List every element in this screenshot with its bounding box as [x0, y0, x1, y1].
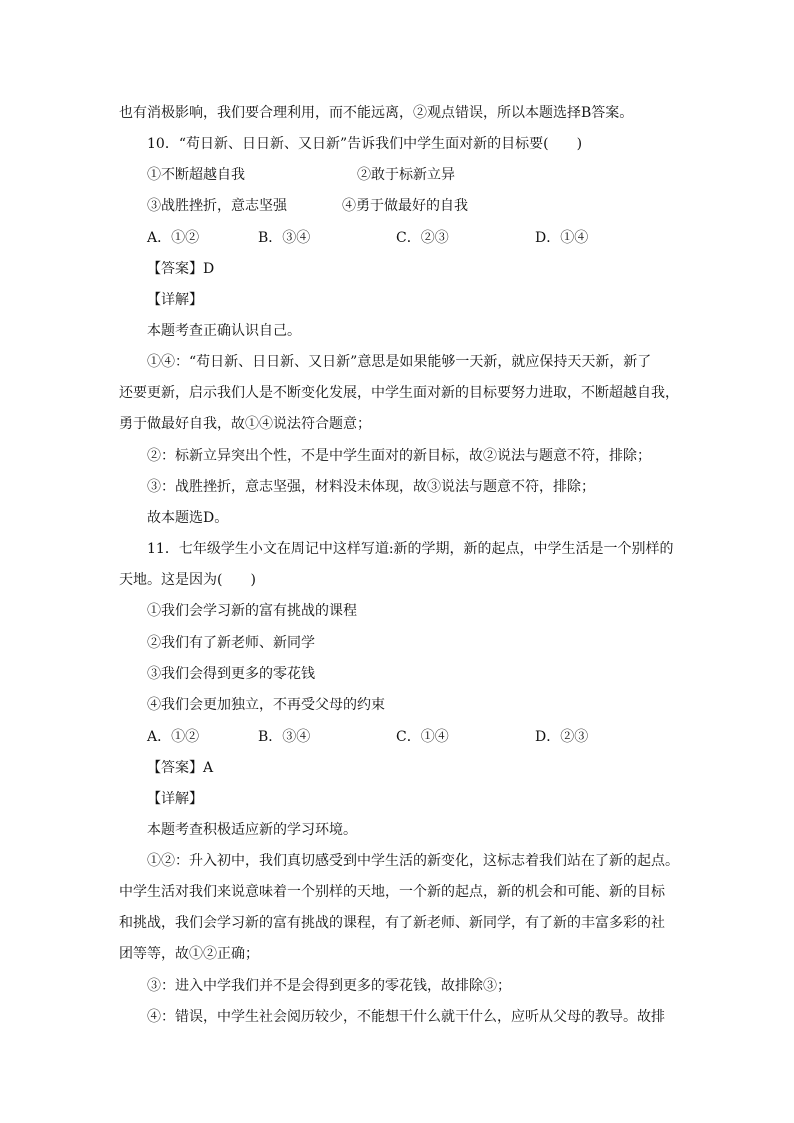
q11-item-2: ②我们有了新老师、新同学: [147, 635, 315, 651]
q11-explain-7: ④：错误，中学生社会阅历较少，不能想干什么就干什么，应听从父母的教导。故排: [147, 1009, 665, 1025]
q11-explain-1: 本题考查积极适应新的学习环境。: [147, 822, 357, 838]
q11-choice-c: C．①④: [396, 729, 449, 745]
q11-item-1: ①我们会学习新的富有挑战的课程: [147, 603, 357, 619]
q10-explain-2: ①④：“苟日新、日日新、又日新”意思是如果能够一天新，就应保持天天新，新了: [147, 354, 652, 370]
q11-explain-4: 和挑战，我们会学习新的富有挑战的课程，有了新老师、新同学，有了新的丰富多彩的社: [119, 915, 665, 931]
q10-explain-5: ②：标新立异突出个性，不是中学生面对的新目标，故②说法与题意不符，排除；: [147, 448, 651, 464]
q11-answer: 【答案】A: [147, 760, 214, 776]
q11-item-3: ③我们会得到更多的零花钱: [147, 666, 315, 682]
q10-item-1: ①不断超越自我: [147, 167, 245, 183]
q10-choice-c: C．②③: [396, 230, 449, 246]
q11-choice-d: D．②③: [535, 729, 589, 745]
q10-choice-d: D．①④: [535, 230, 589, 246]
q11-explain-6: ③：进入中学我们并不是会得到更多的零花钱，故排除③；: [147, 978, 511, 994]
q11-choice-b: B．③④: [258, 729, 311, 745]
q10-stem: 10．“苟日新、日日新、又日新”告诉我们中学生面对新的目标要( ): [147, 136, 583, 152]
q11-stem-1: 11．七年级学生小文在周记中这样写道:新的学期，新的起点，中学生活是一个别样的: [147, 541, 674, 557]
q10-choice-a: A．①②: [147, 230, 200, 246]
q10-answer: 【答案】D: [147, 261, 215, 277]
q10-item-2: ②敢于标新立异: [357, 167, 455, 183]
q10-explain-4: 勇于做最好自我，故①④说法符合题意；: [119, 416, 371, 432]
q10-explain-7: 故本题选D。: [147, 510, 229, 526]
intro-line: 也有消极影响，我们要合理利用，而不能远离，②观点错误，所以本题选择B答案。: [119, 105, 634, 121]
q10-explain-6: ③：战胜挫折，意志坚强，材料没未体现，故③说法与题意不符，排除；: [147, 479, 595, 495]
q10-detail-title: 【详解】: [147, 292, 203, 308]
q11-explain-3: 中学生活对我们来说意味着一个别样的天地，一个新的起点，新的机会和可能、新的目标: [119, 884, 665, 900]
q10-explain-1: 本题考查正确认识自己。: [147, 323, 301, 339]
q11-explain-5: 团等等，故①②正确；: [119, 946, 259, 962]
q11-detail-title: 【详解】: [147, 791, 203, 807]
q11-explain-2: ①②：升入初中，我们真切感受到中学生活的新变化，这标志着我们站在了新的起点。: [147, 853, 679, 869]
q10-item-4: ④勇于做最好的自我: [342, 198, 468, 214]
q11-item-4: ④我们会更加独立，不再受父母的约束: [147, 697, 385, 713]
q10-choice-b: B．③④: [258, 230, 311, 246]
q11-choice-a: A．①②: [147, 729, 200, 745]
q11-stem-2: 天地。这是因为( ): [119, 572, 256, 588]
q10-explain-3: 还要更新，启示我们人是不断变化发展，中学生面对新的目标要努力进取，不断超越自我，: [119, 385, 679, 401]
q10-item-3: ③战胜挫折，意志坚强: [147, 198, 287, 214]
